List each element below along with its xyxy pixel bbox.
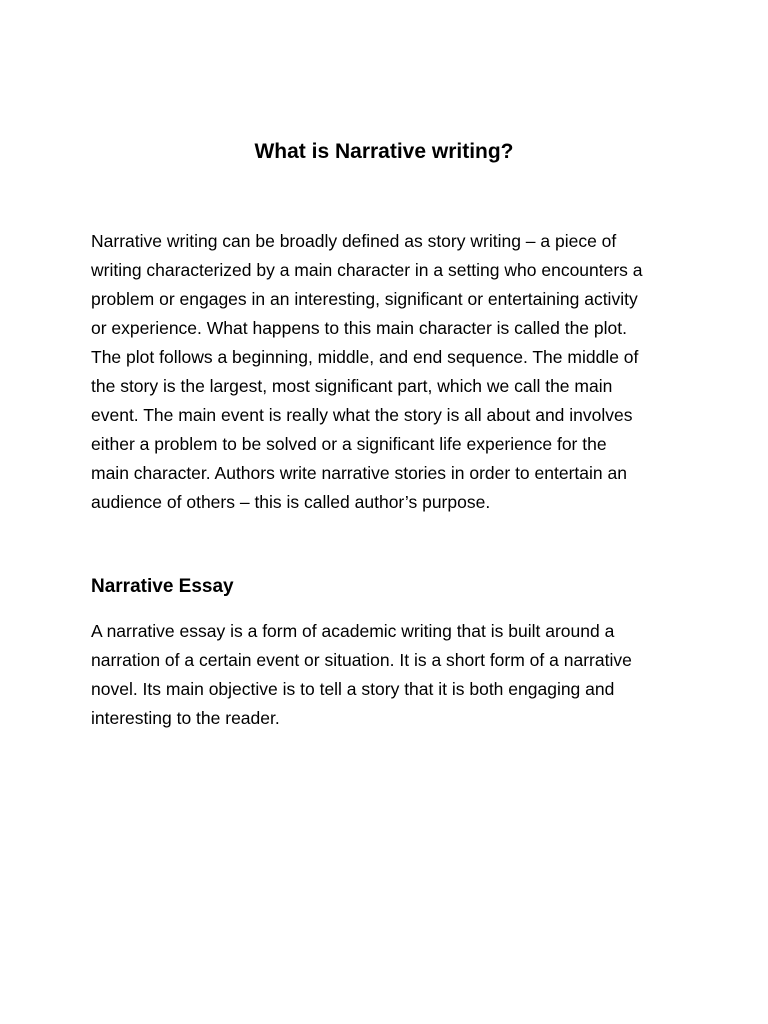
intro-paragraph bbox=[91, 227, 681, 517]
essay-line: novel. Its main objective is to tell a story that it is both engaging and bbox=[91, 679, 615, 699]
section-heading: Narrative Essay bbox=[91, 576, 234, 597]
intro-line: main character. Authors write narrative stories in order to entertain an bbox=[91, 463, 627, 483]
intro-line: the story is the largest, most significant part, which we call the main bbox=[91, 376, 613, 396]
intro-line: audience of others – this is called author’s purpose. bbox=[91, 492, 491, 512]
document-title: What is Narrative writing? bbox=[254, 140, 514, 163]
intro-line: The plot follows a beginning, middle, and end sequence. The middle of bbox=[91, 347, 639, 367]
intro-line: either a problem to be solved or a significant life experience for the bbox=[91, 434, 607, 454]
essay-line: interesting to the reader. bbox=[91, 708, 280, 728]
intro-line: event. The main event is really what the story is all about and involves bbox=[91, 405, 633, 425]
intro-line: Narrative writing can be broadly defined as story writing – a piece of bbox=[91, 231, 617, 251]
essay-line: A narrative essay is a form of academic writing that is built around a bbox=[91, 621, 615, 641]
intro-line: or experience. What happens to this main character is called the plot. bbox=[91, 318, 627, 338]
intro-line: writing characterized by a main character in a setting who encounters a bbox=[91, 260, 643, 280]
intro-line: problem or engages in an interesting, significant or entertaining activity bbox=[91, 289, 638, 309]
essay-paragraph bbox=[91, 617, 681, 733]
essay-line: narration of a certain event or situation. It is a short form of a narrative bbox=[91, 650, 632, 670]
